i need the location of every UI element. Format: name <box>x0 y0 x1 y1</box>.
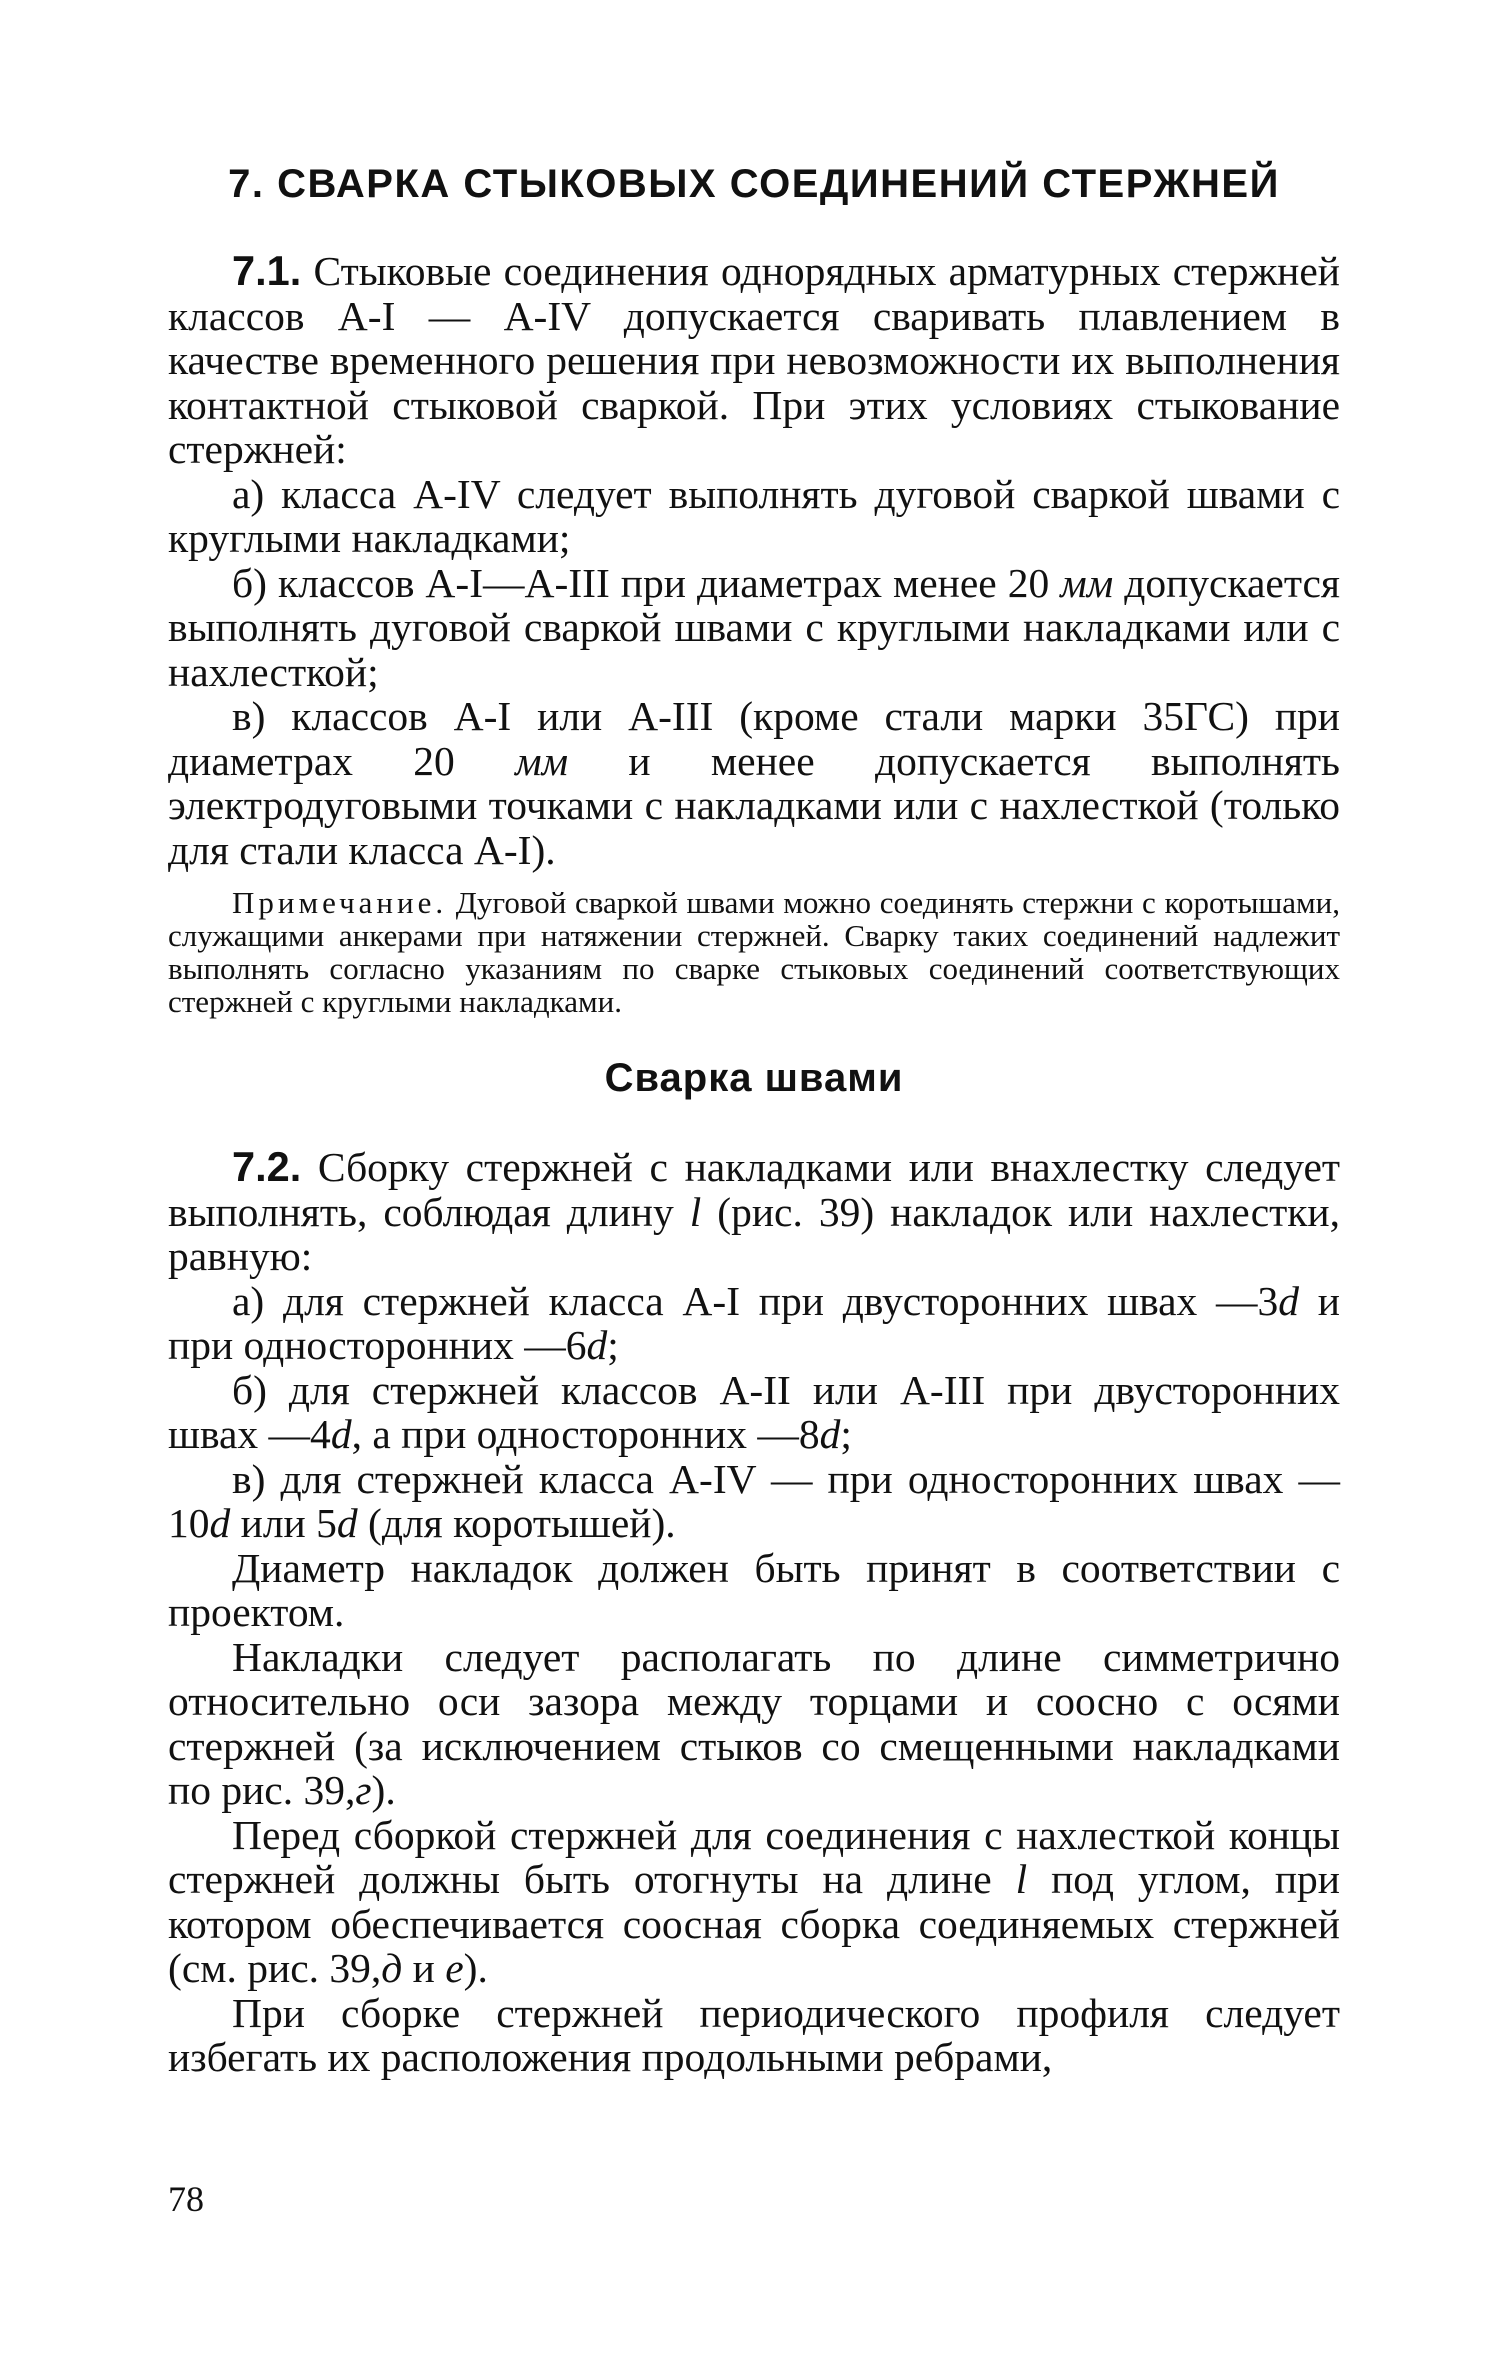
note-text: Дуговой сваркой швами можно соединять стержни с коротышами, служащими анкерами при натяжении стержней. Сварку таких соединений надлежит выполнять согласно указаниям по сварке стыковых соединений соответствующих стержней с круглыми накладками. <box>168 885 1340 1019</box>
unit-mm: мм <box>515 737 569 784</box>
paragraph-overlays <box>168 1635 1340 1813</box>
text-part: или 5 <box>230 1500 337 1546</box>
symbol-l: l <box>1015 1856 1028 1902</box>
text-part: , а при односторонних —8 <box>351 1411 820 1457</box>
list-item-v <box>168 694 1340 872</box>
figure-ref-g: г <box>355 1767 372 1813</box>
text-part: и менее допускается выполнять электродуговыми точками с накладками или с нахлесткой (только для стали класса А-I). <box>168 737 1340 873</box>
figure-ref-d: д <box>381 1945 403 1991</box>
list-item-v <box>168 1457 1340 1546</box>
list-item-b <box>168 1368 1340 1457</box>
paragraph-text: Стыковые соединения однорядных арматурных стержней классов А-I — А-IV допускается сваривать плавлением в качестве временного решения при невозможности их выполнения контактной стыковой сваркой. При этих условиях стыкование стержней: <box>168 248 1340 472</box>
note-label: Примечание. <box>232 885 448 920</box>
paragraph-periodic-profile: При сборке стержней периодического профиля следует избегать их расположения продольными ребрами, <box>168 1989 1340 2080</box>
text-part: в) для стержней класса А-IV — при односторонних швах — 10 <box>168 1455 1340 1546</box>
note <box>168 886 1340 1018</box>
paragraph-7-1 <box>168 249 1340 472</box>
text-part: под углом, при котором обеспечивается соосная сборка соединяемых стержней (см. рис. 39, <box>168 1856 1340 1991</box>
symbol-d: d <box>819 1411 841 1457</box>
symbol-l: l <box>689 1188 702 1235</box>
text-part: Сборку стержней с накладками или внахлестку следует выполнять, соблюдая длину <box>168 1144 1340 1235</box>
text-part: ). <box>463 1945 488 1991</box>
paragraph-number: 7.2. <box>232 1143 302 1190</box>
paragraph-before-assembly <box>168 1813 1340 1991</box>
page-content <box>168 150 1340 2080</box>
text-part: (рис. 39) накладок или нахлестки, равную: <box>168 1188 1340 1279</box>
unit-mm: мм <box>1060 559 1114 606</box>
subsection-title: Сварка швами <box>604 1056 904 1100</box>
text-part: б) для стержней классов А-II или А-III при двусторонних швах —4 <box>168 1366 1340 1457</box>
text-part: (для коротышей). <box>357 1500 676 1546</box>
text-part: ). <box>371 1767 396 1813</box>
list-item-b <box>168 561 1340 695</box>
text-part: ; <box>840 1411 852 1457</box>
symbol-d: d <box>586 1322 608 1368</box>
text-part: и при односторонних —6 <box>168 1277 1340 1368</box>
symbol-d: d <box>1278 1277 1300 1324</box>
list-item-a <box>168 1279 1340 1368</box>
text-part: б) классов А-I—А-III при диаметрах менее 20 <box>232 559 1061 606</box>
list-item-a: а) класса А-IV следует выполнять дуговой сваркой швами с круглыми накладками; <box>168 470 1340 561</box>
symbol-d: d <box>209 1500 231 1546</box>
symbol-d: d <box>336 1500 358 1546</box>
paragraph-diameter: Диаметр накладок должен быть принят в соответствии с проектом. <box>168 1544 1340 1635</box>
paragraph-number: 7.1. <box>232 247 302 294</box>
symbol-d: d <box>330 1411 352 1457</box>
text-part: в) классов А-I или А-III (кроме стали марки 35ГС) при диаметрах 20 <box>168 693 1340 784</box>
figure-ref-e: е <box>445 1945 464 1991</box>
text-part: и <box>402 1945 446 1991</box>
text-part: ; <box>607 1322 619 1368</box>
text-part: а) для стержней класса А-I при двусторонних швах —3 <box>232 1277 1279 1324</box>
text-part: допускается выполнять дуговой сваркой швами с круглыми накладками или с нахлесткой; <box>168 559 1340 695</box>
paragraph-7-2 <box>168 1145 1340 1279</box>
text-part: Накладки следует располагать по длине симметрично относительно оси зазора между торцами и соосно с осями стержней (за исключением стыков со смещенными накладками по рис. 39, <box>168 1633 1340 1813</box>
page-number: 78 <box>168 2179 204 2219</box>
section-title: 7. СВАРКА СТЫКОВЫХ СОЕДИНЕНИЙ СТЕРЖНЕЙ <box>228 162 1280 206</box>
text-part: Перед сборкой стержней для соединения с нахлесткой концы стержней должны быть отогнуты на длине <box>168 1811 1340 1902</box>
